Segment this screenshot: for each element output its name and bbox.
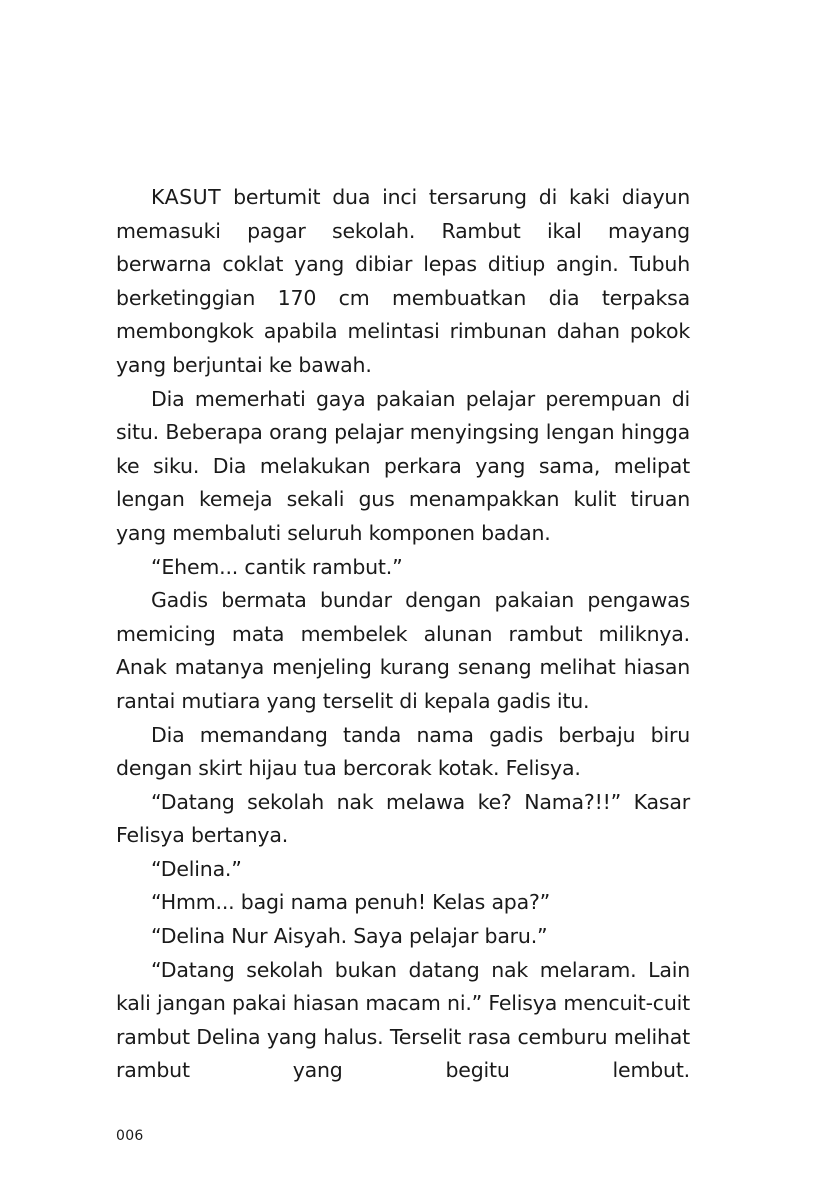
paragraph-1 (116, 181, 690, 383)
paragraph-2: Dia memerhati gaya pakaian pelajar perempuan di situ. Beberapa orang pelajar menyingsing lengan hingga ke siku. Dia melakukan perkara yang sama, melipat lengan kemeja sekali gus menampakkan kulit tiruan yang membaluti seluruh komponen badan. (116, 386, 690, 545)
paragraph-5: Dia memandang tanda nama gadis berbaju biru dengan skirt hijau tua bercorak kotak. Felisya. (116, 722, 690, 781)
body-text (116, 181, 690, 1088)
paragraph-7: “Delina.” (151, 856, 242, 881)
paragraph-1-text: bertumit dua inci tersarung di kaki diayun memasuki pagar sekolah. Rambut ikal mayang berwarna coklat yang dibiar lepas ditiup angin. Tubuh berketinggian 170 cm membuatkan dia terpaksa membongkok apabila melintasi rimbunan dahan pokok yang berjuntai ke bawah. (116, 185, 690, 377)
opening-word: KASUT (151, 185, 222, 209)
paragraph-3: “Ehem... cantik rambut.” (151, 554, 403, 579)
page-number: 006 (116, 1128, 144, 1144)
paragraph-10: “Datang sekolah bukan datang nak melaram. Lain kali jangan pakai hiasan macam ni.” Felisya mencuit-cuit rambut Delina yang halus. Terselit rasa cemburu melihat rambut yang begitu lembut. (116, 957, 690, 1083)
paragraph-9: “Delina Nur Aisyah. Saya pelajar baru.” (151, 924, 548, 949)
paragraph-4: Gadis bermata bundar dengan pakaian pengawas memicing mata membelek alunan rambut miliknya. Anak matanya menjeling kurang senang melihat hiasan rantai mutiara yang terselit di kepala gadis itu. (116, 588, 690, 713)
paragraph-6: “Datang sekolah nak melawa ke? Nama?!!” Kasar Felisya bertanya. (116, 789, 690, 848)
paragraph-8: “Hmm... bagi nama penuh! Kelas apa?” (151, 890, 551, 915)
